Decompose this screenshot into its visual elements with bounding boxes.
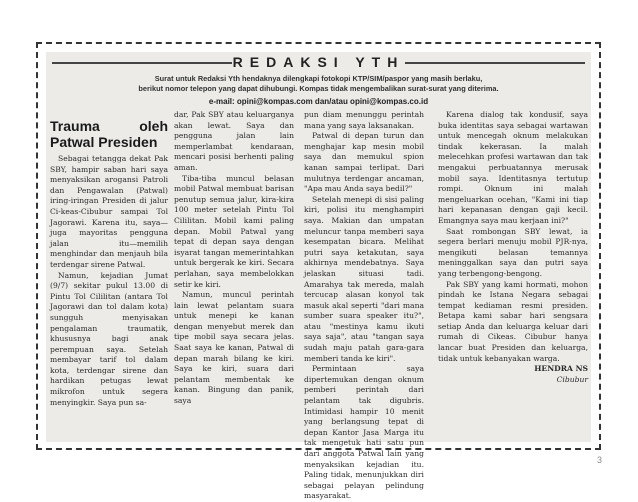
newspaper-clipping (46, 52, 591, 501)
submission-guidelines (66, 74, 571, 94)
article-column-2 (174, 110, 294, 440)
paragraph: Sebagai tetangga dekat Pak SBY, hampir saban hari saya menyaksikan arogansi Patroli dan Pengawalan (Patwal) iring-iringan Presiden di jalur Ci-keas-Cibubur sampai Tol Jagorawi. Karena itu, saya—juga mayoritas pengguna jalan itu—memilih menghindar dan menjauh bila terdengar sirene Patwal. (50, 154, 168, 269)
rubric-rule-right (405, 62, 585, 64)
paragraph: Saat rombongan SBY lewat, ia segera berlari menuju mobil PJR-nya, mengikuti belasan temannya meninggalkan saya dan putri saya yang terbengong-bengong. (438, 226, 588, 278)
author-location: Cibubur (556, 374, 588, 384)
paragraph: pun diam menunggu perintah mana yang saya laksanakan. (304, 110, 424, 130)
clipping-frame (36, 42, 601, 501)
contact-email: e-mail: opini@kompas.com dan/atau opini@kompas.co.id (208, 97, 429, 106)
rubric-rule-left (52, 62, 232, 64)
paragraph: Namun, kejadian Jumat (9/7) sekitar pukul 13.00 di Pintu Tol Cililitan (antara Tol Jagorawi dan tol dalam kota) sungguh menyisakan pengalaman traumatik, khususnya bagi anak perempuan saya. Setelah membayar tarif tol dalam kota, terdengar sirene dan hardikan petugas lewat mikrofon untuk segera menyingkir. Saya pun sa- (50, 270, 168, 407)
rubric-header (46, 54, 591, 72)
article-headline: Trauma oleh Patwal Presiden (50, 118, 168, 150)
paragraph: Namun, muncul perintah lain lewat pelantam suara untuk menepi ke kanan dengan menyebut merek dan tipe mobil saya secara jelas. Saat saya ke kanan, Patwal di depan marah bilang ke kiri. Saya ke kiri, suara dari pelantam membentak ke kanan. Bingung dan panik, saya (174, 290, 294, 406)
paragraph: Permintaan saya dipertemukan dengan oknum pemberi perintah dari pelantam tak digubris. Intimidasi hampir 10 menit yang berlangsung tepat di depan Kantor Jasa Marga itu tak mengetuk hati satu pun dari anggota Patwal lain yang menyaksikan kejadian itu. Paling tidak, menunjukkan diri sebagai pelayan pelindung masyarakat. (304, 364, 424, 501)
page-number: 3 (597, 455, 603, 465)
article-column-4 (438, 110, 588, 440)
paragraph: Patwal di depan turun dan menghajar kap mesin mobil saya dan memukul spion kanan sampai terlipat. Dari mulutnya terdengar ancaman, "Apa mau Anda saya bedil?" (304, 131, 424, 194)
paragraph: Pak SBY yang kami hormati, mohon pindah ke Istana Negara sebagai tempat kediaman resmi presiden. Betapa kami sabar hari sengsara setiap Anda dan keluarga keluar dari rumah di Cikeas. Cibubur hanya lancar buat Presiden dan keluarga, tidak untuk kebanyakan warga. (438, 279, 588, 363)
paragraph: Tiba-tiba muncul belasan mobil Patwal membuat barisan penutup semua jalur, kira-kira 100 meter setelah Pintu Tol Cililitan. Mobil kami paling depan. Mobil Patwal yang tepat di depan saya dengan isyarat tangan memerintahkan untuk bergerak ke kiri. Secara perlahan, saya membelokkan setir ke kiri. (174, 173, 294, 289)
guideline-line-1: Surat untuk Redaksi Yth hendaknya dilengkapi fotokopi KTP/SIM/paspor yang masih berlaku, (154, 74, 483, 83)
paragraph: Karena dialog tak kondusif, saya buka identitas saya sebagai wartawan untuk mencegah oknum melakukan tindak kekerasan. Ia malah melecehkan profesi wartawan dan tak mengakui perbuatannya merusak mobil saya. Identitasnya tertutup rompi. Oknum ini malah mengeluarkan ocehan, "Kami ini tiap hari kepanasan dengan gaji kecil. Emangnya saya mau kerjaan ini?" (438, 110, 588, 225)
rubric-title: REDAKSI YTH (232, 54, 405, 70)
guideline-line-2: berikut nomor telepon yang dapat dihubungi. Kompas tidak mengembalikan surat-surat yang diterima. (138, 84, 499, 93)
article-column-1 (50, 110, 168, 440)
article-column-3 (304, 110, 424, 501)
author-signature: HENDRA NS (534, 364, 588, 374)
paragraph: dar, Pak SBY atau keluarganya akan lewat. Saya dan pengguna jalan lain memperlambat kendaraan, mencari posisi berhenti paling aman. (174, 110, 294, 172)
paragraph: Setelah menepi di sisi paling kiri, polisi itu menghampiri saya. Makian dan umpatan meluncur tanpa memberi saya kesempatan bicara. Melihat putri saya ketakutan, saya akhirnya mendebatnya. Saya jelaskan situasi tadi. Amarahya tak mereda, malah tercucap alasan konyol tak masuk akal seperti "dari mana sumber suara speaker itu?", atau "mestinya kamu ikuti saya saja", atau "tangan saya sudah maju patah gara-gara memberi tanda ke kiri". (304, 194, 424, 363)
